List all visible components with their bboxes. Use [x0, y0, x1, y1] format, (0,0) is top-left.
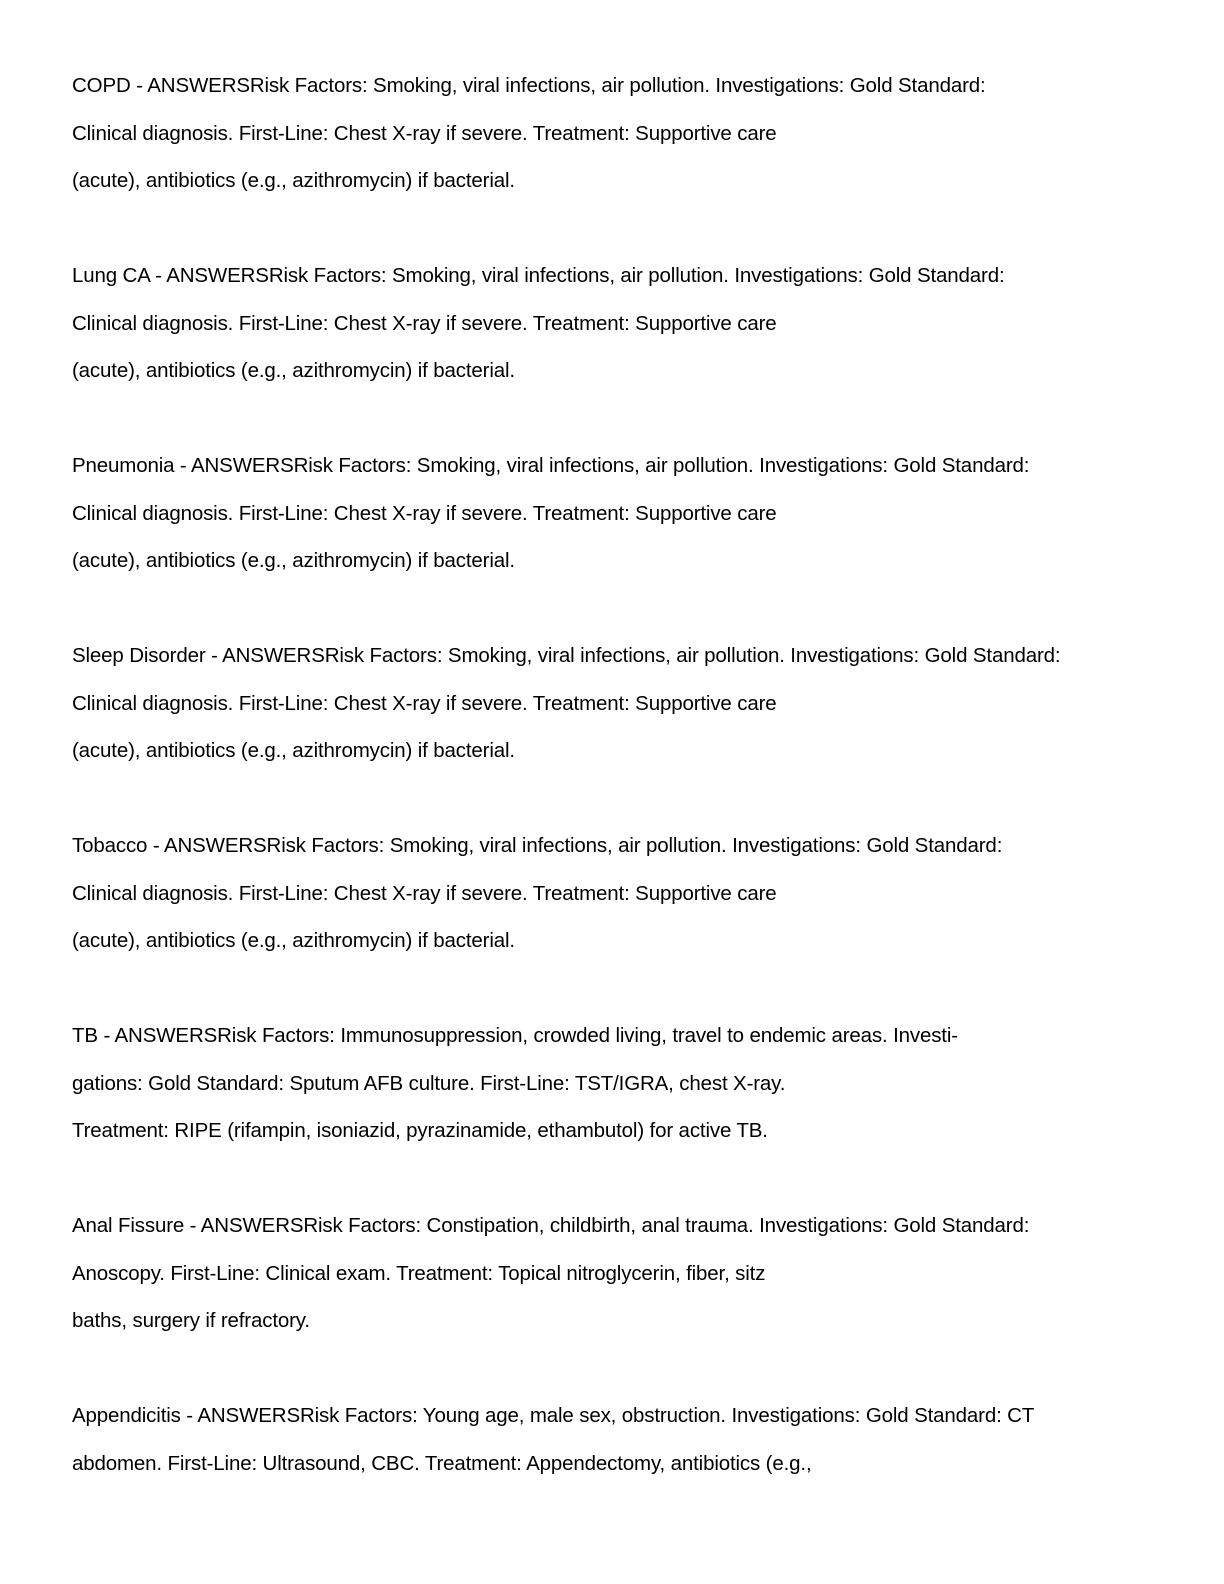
- text-line: Sleep Disorder - ANSWERSRisk Factors: Smoking, viral infections, air pollution. Investigations: Gold Standard:: [72, 644, 1061, 667]
- text-line: Anal Fissure - ANSWERSRisk Factors: Constipation, childbirth, anal trauma. Investigations: Gold Standard:: [72, 1214, 1030, 1237]
- text-line: Anoscopy. First-Line: Clinical exam. Treatment: Topical nitroglycerin, fiber, sitz: [72, 1261, 766, 1285]
- text-line: Clinical diagnosis. First-Line: Chest X-ray if severe. Treatment: Supportive care: [72, 881, 777, 905]
- text-line: Clinical diagnosis. First-Line: Chest X-ray if severe. Treatment: Supportive care: [72, 501, 777, 525]
- entry-anal-fissure: [72, 1202, 1154, 1345]
- text-line: (acute), antibiotics (e.g., azithromycin) if bacterial.: [72, 359, 515, 382]
- text-line: abdomen. First-Line: Ultrasound, CBC. Treatment: Appendectomy, antibiotics (e.g.,: [72, 1451, 812, 1475]
- text-line: baths, surgery if refractory.: [72, 1309, 310, 1332]
- text-line: Tobacco - ANSWERSRisk Factors: Smoking, viral infections, air pollution. Investigations: Gold Standard:: [72, 834, 1003, 857]
- entry-appendicitis: [72, 1392, 1154, 1487]
- entry-tobacco: [72, 822, 1154, 965]
- text-line: COPD - ANSWERSRisk Factors: Smoking, viral infections, air pollution. Investigations: Gold Standard:: [72, 74, 986, 97]
- text-line: Pneumonia - ANSWERSRisk Factors: Smoking, viral infections, air pollution. Investigations: Gold Standard:: [72, 454, 1030, 477]
- text-line: (acute), antibiotics (e.g., azithromycin) if bacterial.: [72, 169, 515, 192]
- entry-copd: [72, 62, 1154, 205]
- text-line: (acute), antibiotics (e.g., azithromycin) if bacterial.: [72, 549, 515, 572]
- entry-pneumonia: [72, 442, 1154, 585]
- text-line: gations: Gold Standard: Sputum AFB culture. First-Line: TST/IGRA, chest X-ray.: [72, 1071, 786, 1095]
- text-line: Clinical diagnosis. First-Line: Chest X-ray if severe. Treatment: Supportive care: [72, 311, 777, 335]
- text-line: Clinical diagnosis. First-Line: Chest X-ray if severe. Treatment: Supportive care: [72, 691, 777, 715]
- text-line: (acute), antibiotics (e.g., azithromycin) if bacterial.: [72, 739, 515, 762]
- text-line: TB - ANSWERSRisk Factors: Immunosuppression, crowded living, travel to endemic areas. Investi-: [72, 1024, 958, 1047]
- text-line: Treatment: RIPE (rifampin, isoniazid, pyrazinamide, ethambutol) for active TB.: [72, 1119, 768, 1142]
- entry-tb: [72, 1012, 1154, 1155]
- text-line: Clinical diagnosis. First-Line: Chest X-ray if severe. Treatment: Supportive care: [72, 121, 777, 145]
- text-line: Appendicitis - ANSWERSRisk Factors: Young age, male sex, obstruction. Investigations: Gold Standard: CT: [72, 1404, 1035, 1427]
- text-line: Lung CA - ANSWERSRisk Factors: Smoking, viral infections, air pollution. Investigations: Gold Standard:: [72, 264, 1005, 287]
- entry-sleep-disorder: [72, 632, 1154, 775]
- text-line: (acute), antibiotics (e.g., azithromycin) if bacterial.: [72, 929, 515, 952]
- entry-lung-ca: [72, 252, 1154, 395]
